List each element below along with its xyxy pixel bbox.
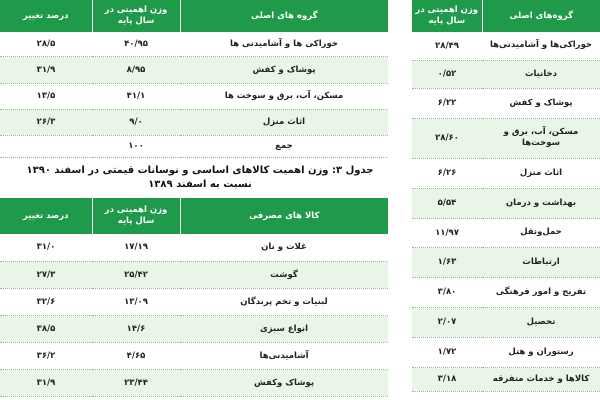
base-weight: ۱۷/۱۹ xyxy=(92,234,180,261)
header-change-percent: درصد تغییر xyxy=(0,0,92,32)
table-caption-line2: نسبت به اسفند ۱۳۸۹ xyxy=(148,179,252,190)
table-row xyxy=(0,261,388,288)
goods-name: گوشت xyxy=(180,261,388,288)
table-row xyxy=(0,109,388,135)
goods-name: انواع سبزی xyxy=(180,315,388,342)
header-base-weight: وزن اهمیتی در سال پایه xyxy=(92,0,180,32)
table-row xyxy=(412,247,600,277)
group-name: اثاث منزل xyxy=(180,109,388,135)
base-weight: ۱/۷۲ xyxy=(412,337,482,367)
table-row xyxy=(412,188,600,218)
base-weight: ۸/۹۵ xyxy=(92,56,180,83)
table-row xyxy=(0,83,388,109)
column-gap xyxy=(388,0,412,400)
base-weight: ۶/۲۶ xyxy=(412,158,482,188)
group-name: دخانیات xyxy=(482,60,600,88)
group-name: خوراکی ها و آشامیدنی ها xyxy=(180,32,388,56)
base-weight: ۹/۰ xyxy=(92,109,180,135)
consumer-goods-table xyxy=(0,198,388,397)
table-row xyxy=(0,234,388,261)
table-row xyxy=(412,88,600,118)
change-percent: ۳۱/۹ xyxy=(0,369,92,396)
base-weight: ۵/۵۴ xyxy=(412,188,482,218)
group-name: تفریح و امور فرهنگی xyxy=(482,277,600,307)
change-percent: ۲۸/۵ xyxy=(0,32,92,56)
base-weight: ۲۸/۴۹ xyxy=(412,32,482,60)
base-weight: ۳/۱۸ xyxy=(412,367,482,391)
table-row xyxy=(0,288,388,315)
base-weight: ۲۳/۴۴ xyxy=(92,369,180,396)
change-percent: ۳۲/۶ xyxy=(0,288,92,315)
base-weight: ۲۸/۶۰ xyxy=(412,118,482,158)
group-name: بهداشت و درمان xyxy=(482,188,600,218)
change-percent: ۲۷/۳ xyxy=(0,261,92,288)
group-name: اثاث منزل xyxy=(482,158,600,188)
base-weight: ۱۱/۹۷ xyxy=(412,218,482,247)
table-row xyxy=(412,337,600,367)
weights-table-right xyxy=(412,0,600,392)
table-row xyxy=(0,32,388,56)
table-row xyxy=(0,369,388,396)
change-percent: ۳۸/۵ xyxy=(0,315,92,342)
goods-name: آشامیدنی‌ها xyxy=(180,342,388,369)
group-name: ارتباطات xyxy=(482,247,600,277)
group-name: پوشاک و کفش xyxy=(482,88,600,118)
header-consumer-goods: کالا های مصرفی xyxy=(180,198,388,234)
goods-name: لبنیات و تخم پرندگان xyxy=(180,288,388,315)
change-percent: ۳۶/۲ xyxy=(0,342,92,369)
table-row xyxy=(412,367,600,391)
group-name: حمل‌ونقل xyxy=(482,218,600,247)
base-weight: ۲۵/۴۲ xyxy=(92,261,180,288)
table-row xyxy=(0,56,388,83)
header-base-weight: وزن اهمیتی در سال پایه xyxy=(92,198,180,234)
base-weight: ۰/۵۲ xyxy=(412,60,482,88)
change-percent: ۳۱/۰ xyxy=(0,234,92,261)
header-change-percent: درصد تغییر xyxy=(0,198,92,234)
header-main-groups: گروه های اصلی xyxy=(180,0,388,32)
table-row xyxy=(0,342,388,369)
base-weight: ۶/۲۲ xyxy=(412,88,482,118)
base-weight: ۱۴/۶ xyxy=(92,315,180,342)
group-name: تحصیل xyxy=(482,307,600,337)
base-weight: ۱/۶۳ xyxy=(412,247,482,277)
change-percent: ۲۶/۳ xyxy=(0,109,92,135)
table-row xyxy=(412,218,600,247)
goods-name: پوشاک وکفش xyxy=(180,369,388,396)
table-row xyxy=(412,32,600,60)
group-name: مسکن، آب، برق و سوخت‌ها xyxy=(482,118,600,158)
group-name: خوراکی‌ها و آشامیدنی‌ها xyxy=(482,32,600,60)
base-weight: ۴۰/۹۵ xyxy=(92,32,180,56)
header-base-weight: وزن اهمیتی در سال پایه xyxy=(412,0,482,32)
base-weight: ۴۱/۱ xyxy=(92,83,180,109)
table-row xyxy=(412,307,600,337)
table-caption-line1: جدول ۳: وزن اهمیت کالاهای اساسی و نوسانات قیمتی در اسفند ۱۳۹۰ xyxy=(26,165,374,176)
base-weight: ۴/۶۵ xyxy=(92,342,180,369)
goods-name: غلات و نان xyxy=(180,234,388,261)
base-weight: ۱۳/۰۹ xyxy=(92,288,180,315)
group-name: کالاها و خدمات متفرقه xyxy=(482,367,600,391)
group-name: پوشاک و کفش xyxy=(180,56,388,83)
total-change xyxy=(0,135,92,157)
total-label: جمع xyxy=(180,135,388,157)
base-weight: ۲/۰۷ xyxy=(412,307,482,337)
group-name: رستوران و هتل xyxy=(482,337,600,367)
table-row xyxy=(412,118,600,158)
weights-table-top xyxy=(0,0,388,158)
base-weight: ۳/۸۰ xyxy=(412,277,482,307)
table-row-total xyxy=(0,135,388,157)
table-row xyxy=(412,60,600,88)
header-main-groups: گروه‌های اصلی xyxy=(482,0,600,32)
change-percent: ۱۳/۵ xyxy=(0,83,92,109)
table-row xyxy=(412,158,600,188)
change-percent: ۳۱/۹ xyxy=(0,56,92,83)
table-row xyxy=(412,277,600,307)
total-weight: ۱۰۰ xyxy=(92,135,180,157)
table-row xyxy=(0,315,388,342)
group-name: مسکن، آب، برق و سوخت ها xyxy=(180,83,388,109)
